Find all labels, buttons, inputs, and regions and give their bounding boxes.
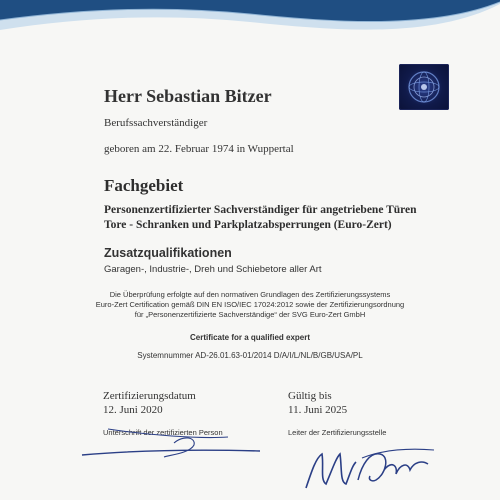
head-signature-label: Leiter der Zertifizierungsstelle xyxy=(288,428,387,437)
fachgebiet-heading: Fachgebiet xyxy=(104,176,184,195)
statement-line-3: für „Personenzertifizierte Sachverständige“ der SVG Euro-Zert GmbH xyxy=(134,310,366,319)
statement-line-1: Die Überprüfung erfolgte auf den normativen Grundlagen des Zertifizierungssystems xyxy=(109,290,391,299)
profession: Berufssachverständiger xyxy=(104,117,208,129)
certificate-label: Certificate for a qualified expert xyxy=(189,333,311,342)
certification-statement xyxy=(60,290,440,320)
holder-name: Herr Sebastian Bitzer xyxy=(104,86,272,106)
issued-date-value: 12. Juni 2020 xyxy=(103,404,163,416)
valid-until-label: Gültig bis xyxy=(288,390,332,402)
system-number: Systemnummer AD-26.01.63-01/2014 D/A/I/L/NL/B/GB/USA/PL xyxy=(137,351,363,360)
zusatz-text: Garagen-, Industrie-, Dreh und Schiebetore aller Art xyxy=(104,264,322,275)
zusatz-heading: Zusatzqualifikationen xyxy=(104,246,232,260)
hologram-seal-icon xyxy=(399,64,449,110)
head-signature xyxy=(300,440,440,495)
holder-signature xyxy=(78,425,268,465)
birth-info: geboren am 22. Februar 1974 in Wuppertal xyxy=(104,143,294,155)
fachgebiet-line-2: Tore - Schranken und Parkplatzabsperrungen (Euro-Zert) xyxy=(104,219,392,231)
statement-line-2: Euro-Zert Certification gemäß DIN EN ISO/IEC 17024:2012 sowie der Zertifizierungsordnung xyxy=(95,300,405,309)
issued-date-label: Zertifizierungsdatum xyxy=(103,390,196,402)
holder-signature-label: Unterschrift der zertifizierten Person xyxy=(103,428,223,437)
fachgebiet-line-1: Personenzertifizierter Sachverständiger für angetriebene Türen xyxy=(104,204,417,216)
valid-until-value: 11. Juni 2025 xyxy=(288,404,348,416)
